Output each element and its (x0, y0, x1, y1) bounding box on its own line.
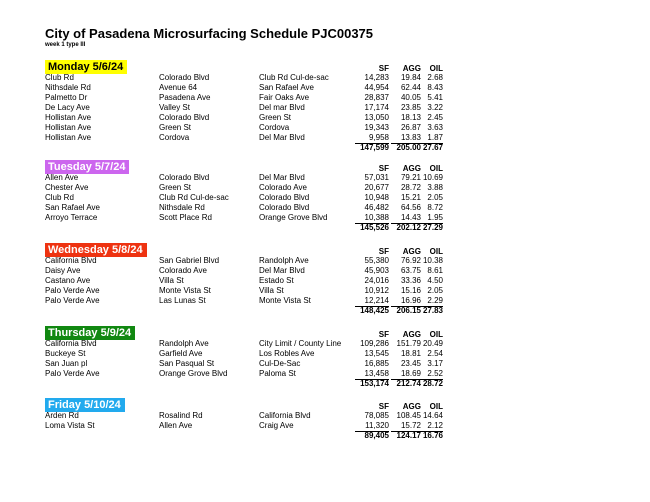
agg-cell: 79.21 (400, 173, 421, 182)
to-cell: Villa St (259, 286, 284, 295)
sf-cell: 14,283 (364, 73, 389, 82)
street-cell: Arden Rd (45, 411, 79, 420)
oil-cell: 20.49 (422, 339, 443, 348)
agg-cell: 23.45 (400, 359, 421, 368)
street-cell: Palo Verde Ave (45, 296, 100, 305)
oil-cell: 1.87 (421, 133, 443, 144)
street-cell: Nithsdale Rd (45, 83, 91, 92)
total-row (45, 223, 445, 233)
sf-cell: 10,948 (364, 193, 389, 202)
agg-cell: 40.05 (400, 93, 421, 102)
total-row (45, 306, 445, 316)
to-cell: Los Robles Ave (259, 349, 315, 358)
agg-cell: 26.87 (400, 123, 421, 132)
agg-cell: 23.85 (400, 103, 421, 112)
to-cell: City Limit / County Line (259, 339, 342, 348)
table-row (45, 296, 445, 306)
agg-total: 202.12 (396, 223, 421, 232)
street-cell: Castano Ave (45, 276, 91, 285)
sf-cell: 17,174 (364, 103, 389, 112)
table-row (45, 193, 445, 203)
oil-cell: 2.29 (421, 296, 443, 307)
agg-cell: 15.16 (400, 286, 421, 295)
sf-header: SF (378, 247, 389, 256)
to-cell: Colorado Blvd (259, 203, 310, 212)
from-cell: Colorado Blvd (159, 173, 210, 182)
day-label: Wednesday 5/8/24 (45, 243, 147, 257)
agg-cell: 28.72 (400, 183, 421, 192)
agg-header: AGG (402, 330, 421, 339)
day-label: Tuesday 5/7/24 (45, 160, 129, 174)
oil-cell: 2.52 (421, 369, 443, 380)
to-cell: Colorado Blvd (259, 193, 310, 202)
from-cell: Nithsdale Rd (159, 203, 205, 212)
from-cell: Allen Ave (159, 421, 193, 430)
from-cell: Colorado Blvd (159, 73, 210, 82)
to-cell: Estado St (259, 276, 294, 285)
street-cell: De Lacy Ave (45, 103, 90, 112)
table-row (45, 133, 445, 143)
oil-cell: 14.64 (422, 411, 443, 420)
day-label: Friday 5/10/24 (45, 398, 125, 412)
sf-cell: 20,677 (364, 183, 389, 192)
sf-cell: 24,016 (364, 276, 389, 285)
oil-total: 16.76 (422, 431, 443, 440)
sf-cell: 19,343 (364, 123, 389, 132)
agg-total: 124.17 (396, 431, 421, 440)
oil-header: OIL (429, 164, 443, 173)
agg-header: AGG (402, 64, 421, 73)
sf-cell: 44,954 (364, 83, 389, 92)
street-cell: San Juan pl (45, 359, 88, 368)
to-cell: Del mar Blvd (259, 103, 305, 112)
table-row (45, 369, 445, 379)
street-cell: Daisy Ave (45, 266, 81, 275)
from-cell: Pasadena Ave (159, 93, 211, 102)
agg-cell: 14.43 (391, 213, 421, 224)
sf-cell: 13,458 (355, 369, 389, 380)
sf-cell: 13,545 (364, 349, 389, 358)
oil-cell: 1.95 (421, 213, 443, 224)
street-cell: Loma Vista St (45, 421, 95, 430)
sf-header: SF (378, 164, 389, 173)
oil-cell: 3.17 (427, 359, 443, 368)
from-cell: Club Rd Cul-de-sac (159, 193, 229, 202)
street-cell: Palo Verde Ave (45, 286, 100, 295)
street-cell: Palmetto Dr (45, 93, 88, 102)
agg-cell: 13.83 (391, 133, 421, 144)
oil-cell: 2.54 (427, 349, 443, 358)
sf-cell: 11,320 (355, 421, 389, 432)
oil-total: 27.67 (422, 143, 443, 152)
agg-header: AGG (402, 247, 421, 256)
from-cell: San Pasqual St (159, 359, 215, 368)
agg-cell: 76.92 (400, 256, 421, 265)
agg-cell: 15.21 (400, 193, 421, 202)
table-row (45, 203, 445, 213)
sf-cell: 12,214 (355, 296, 389, 307)
oil-total: 27.83 (422, 306, 443, 315)
to-cell: Cul-De-Sac (259, 359, 301, 368)
from-cell: San Gabriel Blvd (159, 256, 220, 265)
agg-cell: 33.36 (400, 276, 421, 285)
street-cell: Hollistan Ave (45, 123, 92, 132)
agg-cell: 18.69 (391, 369, 421, 380)
sf-total: 147,599 (360, 143, 389, 152)
oil-header: OIL (429, 402, 443, 411)
oil-cell: 8.61 (427, 266, 443, 275)
agg-total: 212.74 (396, 379, 421, 388)
table-row (45, 276, 445, 286)
oil-cell: 2.05 (427, 286, 443, 295)
agg-cell: 62.44 (400, 83, 421, 92)
from-cell: Villa St (159, 276, 184, 285)
agg-cell: 108.45 (396, 411, 421, 420)
agg-total: 205.00 (396, 143, 421, 152)
day-label: Monday 5/6/24 (45, 60, 127, 74)
sf-cell: 46,482 (364, 203, 389, 212)
street-cell: Hollistan Ave (45, 133, 92, 142)
from-cell: Rosalind Rd (159, 411, 203, 420)
to-cell: Paloma St (259, 369, 296, 378)
to-cell: California Blvd (259, 411, 311, 420)
to-cell: Cordova (259, 123, 290, 132)
oil-cell: 2.45 (427, 113, 443, 122)
table-row (45, 103, 445, 113)
table-row (45, 359, 445, 369)
street-cell: Arroyo Terrace (45, 213, 98, 222)
sf-cell: 16,885 (364, 359, 389, 368)
sf-cell: 9,958 (355, 133, 389, 144)
sf-total: 148,425 (360, 306, 389, 315)
street-cell: Club Rd (45, 73, 74, 82)
oil-cell: 2.12 (421, 421, 443, 432)
table-row (45, 266, 445, 276)
table-row (45, 213, 445, 223)
sf-cell: 45,903 (364, 266, 389, 275)
oil-header: OIL (429, 330, 443, 339)
table-row (45, 123, 445, 133)
sf-total: 145,526 (360, 223, 389, 232)
from-cell: Green St (159, 123, 192, 132)
street-cell: Palo Verde Ave (45, 369, 100, 378)
street-cell: Hollistan Ave (45, 113, 92, 122)
table-row (45, 93, 445, 103)
oil-total: 27.29 (422, 223, 443, 232)
to-cell: Fair Oaks Ave (259, 93, 310, 102)
oil-cell: 8.43 (427, 83, 443, 92)
from-cell: Garfield Ave (159, 349, 203, 358)
oil-total: 28.72 (422, 379, 443, 388)
to-cell: Monte Vista St (259, 296, 311, 305)
sf-cell: 13,050 (364, 113, 389, 122)
page-title: City of Pasadena Microsurfacing Schedule PJC00375 (45, 26, 374, 41)
table-row (45, 256, 445, 266)
street-cell: San Rafael Ave (45, 203, 101, 212)
sf-total: 153,174 (360, 379, 389, 388)
to-cell: Del Mar Blvd (259, 173, 305, 182)
total-row (45, 379, 445, 389)
oil-header: OIL (429, 247, 443, 256)
oil-cell: 2.68 (427, 73, 443, 82)
oil-cell: 10.69 (422, 173, 443, 182)
agg-cell: 63.75 (400, 266, 421, 275)
sf-header: SF (378, 64, 389, 73)
oil-cell: 4.50 (427, 276, 443, 285)
street-cell: Chester Ave (45, 183, 89, 192)
agg-header: AGG (402, 164, 421, 173)
to-cell: Craig Ave (259, 421, 294, 430)
oil-cell: 3.88 (427, 183, 443, 192)
sf-cell: 10,388 (355, 213, 389, 224)
to-cell: Club Rd Cul-de-sac (259, 73, 329, 82)
street-cell: California Blvd (45, 339, 97, 348)
to-cell: San Rafael Ave (259, 83, 315, 92)
from-cell: Orange Grove Blvd (159, 369, 228, 378)
from-cell: Green St (159, 183, 192, 192)
from-cell: Monte Vista St (159, 286, 211, 295)
oil-cell: 3.63 (427, 123, 443, 132)
oil-cell: 8.72 (427, 203, 443, 212)
total-row (45, 431, 445, 441)
oil-header: OIL (429, 64, 443, 73)
agg-cell: 15.72 (391, 421, 421, 432)
sf-header: SF (378, 402, 389, 411)
sf-cell: 109,286 (360, 339, 389, 348)
to-cell: Green St (259, 113, 292, 122)
street-cell: Allen Ave (45, 173, 79, 182)
day-label: Thursday 5/9/24 (45, 326, 135, 340)
sf-header: SF (378, 330, 389, 339)
sf-cell: 55,380 (364, 256, 389, 265)
table-row (45, 421, 445, 431)
street-cell: Club Rd (45, 193, 74, 202)
sf-cell: 10,912 (364, 286, 389, 295)
to-cell: Colorado Ave (259, 183, 307, 192)
oil-cell: 2.05 (427, 193, 443, 202)
page-subtitle: week 1 type III (45, 42, 86, 48)
table-row (45, 411, 445, 421)
table-row (45, 73, 445, 83)
agg-total: 206.15 (396, 306, 421, 315)
agg-cell: 18.81 (400, 349, 421, 358)
to-cell: Randolph Ave (259, 256, 309, 265)
sf-cell: 78,085 (364, 411, 389, 420)
agg-cell: 18.13 (400, 113, 421, 122)
from-cell: Las Lunas St (159, 296, 206, 305)
from-cell: Randolph Ave (159, 339, 209, 348)
table-row (45, 113, 445, 123)
to-cell: Orange Grove Blvd (259, 213, 328, 222)
street-cell: Buckeye St (45, 349, 86, 358)
street-cell: California Blvd (45, 256, 97, 265)
from-cell: Cordova (159, 133, 190, 142)
table-row (45, 339, 445, 349)
oil-cell: 3.22 (427, 103, 443, 112)
table-row (45, 83, 445, 93)
from-cell: Colorado Ave (159, 266, 207, 275)
agg-header: AGG (402, 402, 421, 411)
sf-total: 89,405 (364, 431, 389, 440)
from-cell: Avenue 64 (159, 83, 198, 92)
from-cell: Scott Place Rd (159, 213, 212, 222)
to-cell: Del Mar Blvd (259, 133, 305, 142)
table-row (45, 183, 445, 193)
sf-cell: 57,031 (364, 173, 389, 182)
table-row (45, 349, 445, 359)
from-cell: Colorado Blvd (159, 113, 210, 122)
agg-cell: 16.96 (391, 296, 421, 307)
from-cell: Valley St (159, 103, 190, 112)
total-row (45, 143, 445, 153)
table-row (45, 173, 445, 183)
oil-cell: 10.38 (422, 256, 443, 265)
agg-cell: 19.84 (400, 73, 421, 82)
sf-cell: 28,837 (364, 93, 389, 102)
agg-cell: 151.79 (396, 339, 421, 348)
agg-cell: 64.56 (400, 203, 421, 212)
to-cell: Del Mar Blvd (259, 266, 305, 275)
table-row (45, 286, 445, 296)
oil-cell: 5.41 (427, 93, 443, 102)
